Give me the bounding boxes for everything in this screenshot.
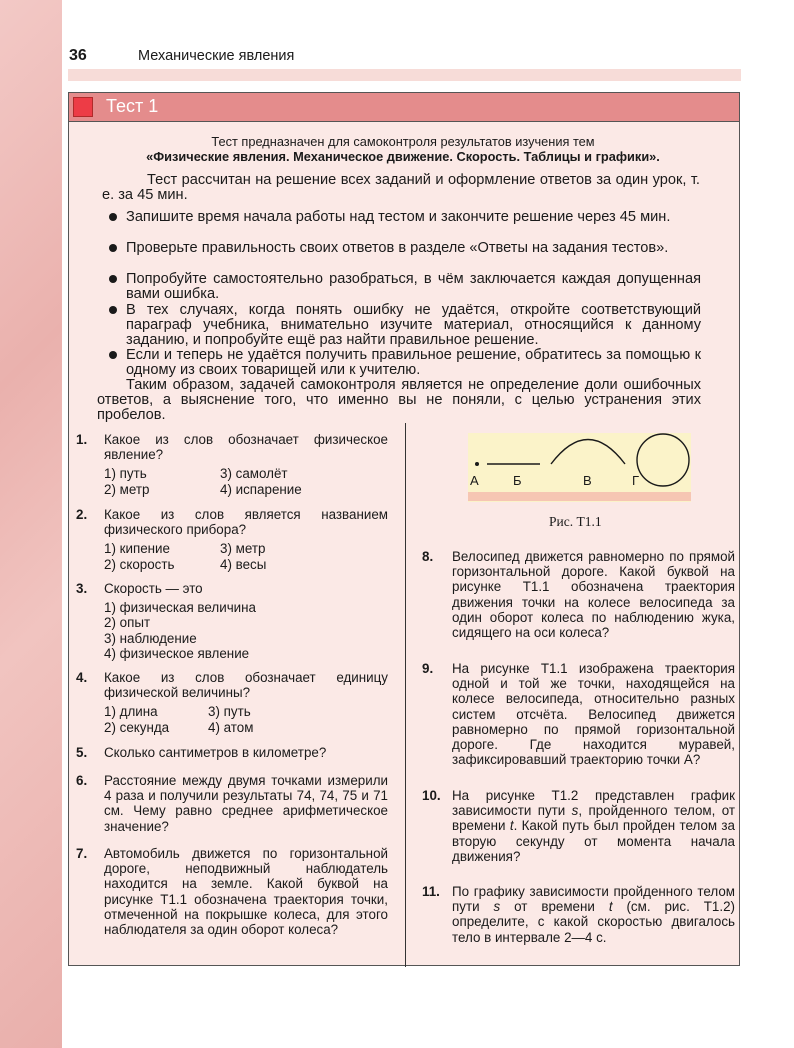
test-closing: Таким образом, задачей самоконтроля является не определение доли ошибочных ответов, а выяснение того, что именно вы не поняли, с целью устранения этих пробелов. — [97, 377, 701, 424]
question-2 — [76, 507, 388, 572]
question-number: 1. — [76, 432, 88, 447]
question-number: 8. — [422, 549, 434, 564]
bullet-text: Проверьте правильность своих ответов в разделе «Ответы на задания тестов». — [126, 240, 669, 256]
title-marker-icon — [73, 97, 93, 117]
figure-label-c: В — [583, 473, 592, 488]
answer-option: 3) самолёт — [220, 466, 288, 482]
answer-option: 1) путь — [104, 466, 147, 482]
question-text: По графику зависимости пройденного телом пути s от времени t (см. рис. Т1.2) определите, с какой скоростью двигалось тело в интервале 2—4 с. — [452, 884, 736, 945]
bullet-icon — [109, 306, 117, 314]
question-6 — [76, 773, 388, 834]
answer-option: 3) наблюдение — [104, 630, 197, 646]
question-5 — [76, 745, 388, 760]
question-3 — [76, 581, 388, 661]
column-divider — [405, 423, 406, 967]
answer-option: 3) путь — [208, 704, 251, 720]
answer-options — [104, 466, 388, 496]
bullet-text: Попробуйте самостоятельно разобраться, в чём заключается каждая допущенная вами ошибка. — [126, 271, 701, 303]
question-4 — [76, 670, 388, 735]
question-text: Какое из слов является названием физического прибора? — [104, 507, 388, 538]
trajectory-diagram — [468, 433, 691, 493]
question-text: Какое из слов обозначает физическое явление? — [104, 432, 388, 463]
header-band — [68, 69, 741, 81]
variable-t: t — [509, 818, 514, 834]
question-number: 6. — [76, 773, 88, 788]
answer-option: 4) испарение — [220, 481, 302, 497]
variable-t: t — [608, 899, 613, 915]
bullet-text: Запишите время начала работы над тестом и закончите решение через 45 мин. — [126, 209, 671, 225]
variable-s: s — [493, 899, 501, 915]
running-title: Механические явления — [138, 48, 295, 64]
answer-option: 1) длина — [104, 704, 158, 720]
question-1 — [76, 432, 388, 497]
trajectory-a-point — [475, 462, 479, 466]
test-paragraph: Тест рассчитан на решение всех заданий и оформление ответов за один урок, т. е. за 45 мин. — [102, 172, 700, 204]
bullet-item — [97, 210, 701, 225]
test-title-bar — [69, 93, 739, 122]
question-number: 7. — [76, 846, 88, 861]
question-text: Скорость — это — [104, 581, 203, 596]
answer-options — [104, 704, 388, 734]
question-number: 10. — [422, 788, 441, 803]
question-number: 4. — [76, 670, 88, 685]
question-text: Сколько сантиметров в километре? — [104, 745, 327, 760]
bullet-icon — [109, 351, 117, 359]
figure-caption: Рис. Т1.1 — [549, 514, 602, 529]
answer-option: 2) секунда — [104, 719, 170, 735]
answer-option: 2) опыт — [104, 615, 151, 631]
question-number: 2. — [76, 507, 88, 522]
question-8 — [422, 549, 735, 640]
answer-option: 1) физическая величина — [104, 600, 256, 616]
answer-options — [104, 600, 388, 661]
bullet-icon — [109, 213, 117, 221]
bullet-item — [97, 272, 701, 302]
question-text: Автомобиль движется по горизонтальной дороге, неподвижный наблюдатель находится на земле. Какой буквой на рисунке Т1.1 обозначена траектория точки, отмеченной на покрышке колеса, для этого наблюдателя за один оборот колеса? — [104, 846, 388, 938]
trajectory-c-arc — [551, 440, 625, 465]
question-9 — [422, 661, 735, 767]
question-10 — [422, 788, 735, 864]
test-intro — [103, 134, 703, 164]
figure-label-d: Г — [632, 473, 640, 488]
page-number: 36 — [69, 47, 87, 64]
figure-label-b: Б — [513, 473, 522, 488]
question-number: 11. — [422, 884, 440, 899]
answer-option: 4) атом — [208, 719, 254, 735]
figure-ground-band — [468, 492, 691, 501]
bullet-text: Если и теперь не удаётся получить правильное решение, обратитесь за помощью к одному из своих товарищей или к учителю. — [126, 347, 701, 379]
variable-s: s — [571, 803, 579, 819]
question-text: На рисунке Т1.2 представлен график зависимости пути s, пройденного телом, от времени t. Какой путь был пройден телом за вторую секунду от момента начала движения? — [452, 788, 736, 864]
bullet-item — [97, 303, 701, 349]
bullet-item — [97, 348, 701, 378]
answer-option: 3) метр — [220, 541, 266, 557]
test-title: Тест 1 — [106, 96, 159, 116]
answer-option: 1) кипение — [104, 541, 170, 557]
question-text: Велосипед движется равномерно по прямой горизонтальной дороге. Какой буквой на рисунке Т1.1 обозначена траектория движения точки на колесе велосипеда за один оборот колеса по наблюдению жука, сидящего на оси колеса? — [452, 549, 735, 641]
answer-option: 4) весы — [220, 556, 267, 572]
answer-option: 4) физическое явление — [104, 645, 250, 661]
answer-option: 2) метр — [104, 481, 150, 497]
question-number: 5. — [76, 745, 88, 760]
trajectory-d-circle — [637, 434, 689, 486]
bullet-text: В тех случаях, когда понять ошибку не удаётся, откройте соответствующий параграф учебника, внимательно изучите материал, относящийся к данному заданию, и попробуйте ещё раз найти правильное решение. — [126, 302, 701, 349]
intro-topics: «Физические явления. Механическое движение. Скорость. Таблицы и графики». — [146, 149, 660, 164]
question-number: 3. — [76, 581, 88, 596]
question-number: 9. — [422, 661, 434, 676]
answer-options — [104, 541, 388, 571]
bullet-icon — [109, 244, 117, 252]
test-frame — [68, 92, 740, 966]
question-11 — [422, 884, 735, 945]
question-7 — [76, 846, 388, 937]
question-text: На рисунке Т1.1 изображена траектория одной и той же точки, находящейся на колесе велосипеда, относительно разных систем отсчёта. Велосипед движется равномерно по прямой горизонтальной дороге. Где находится муравей, зафиксировавший траекторию точки А? — [452, 661, 735, 768]
question-text: Расстояние между двумя точками измерили 4 раза и получили результаты 74, 74, 75 и 71 см. Чему равно среднее арифметическое значение? — [104, 773, 388, 834]
intro-line: Тест предназначен для самоконтроля результатов изучения тем — [211, 134, 595, 149]
question-text: Какое из слов обозначает единицу физической величины? — [104, 670, 388, 701]
bullet-icon — [109, 275, 117, 283]
bullet-item — [97, 241, 701, 256]
figure-label-a: А — [470, 473, 479, 488]
decorative-side-strip — [0, 0, 62, 1048]
answer-option: 2) скорость — [104, 556, 175, 572]
